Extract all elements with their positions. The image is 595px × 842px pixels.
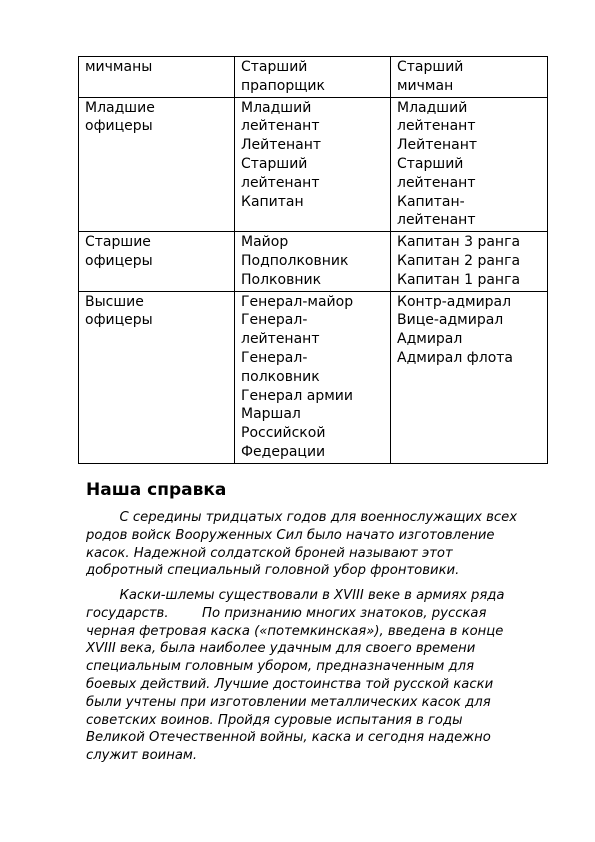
cell-line: Генерал армии xyxy=(241,387,354,404)
cell-line: Младший xyxy=(397,99,468,116)
rank-category-cell xyxy=(79,57,235,98)
cell-line: Старший xyxy=(397,59,464,75)
cell-line: лейтенант xyxy=(241,331,320,348)
paragraph-line: родов войск Вооруженных Сил было начато изготовление xyxy=(86,527,495,543)
army-rank-cell xyxy=(235,97,391,232)
navy-rank-cell xyxy=(391,291,548,463)
paragraph-line: советских воинов. Пройдя суровые испытания в годы xyxy=(86,712,463,728)
navy-rank-cell xyxy=(391,97,548,232)
rank-category-cell xyxy=(79,232,235,291)
cell-line: лейтенант xyxy=(241,118,320,135)
cell-line: Российской xyxy=(241,425,326,442)
cell-line: Адмирал xyxy=(397,331,463,348)
cell-line: Подполковник xyxy=(241,252,349,269)
navy-rank-cell xyxy=(391,57,548,98)
cell-line: Капитан xyxy=(241,193,304,210)
paragraph-line: специальным головным убором, предназначенным для xyxy=(86,659,475,675)
cell-line: Капитан 2 ранга xyxy=(397,252,521,269)
cell-line: офицеры xyxy=(85,312,153,329)
cell-line: Капитан- xyxy=(397,193,465,210)
paragraph-line: государств. По признанию многих знатоков, русская xyxy=(86,605,487,621)
paragraph-line: XVIII века, была наиболее удачным для своего времени xyxy=(86,641,476,657)
cell-line: полковник xyxy=(241,368,320,385)
cell-line: Высшие xyxy=(85,293,144,310)
cell-line: Лейтенант xyxy=(241,137,322,154)
cell-line: лейтенант xyxy=(397,174,476,191)
reference-paragraph xyxy=(86,509,556,580)
cell-line: Федерации xyxy=(241,443,326,460)
cell-line: лейтенант xyxy=(241,174,320,191)
table-row xyxy=(79,57,548,98)
paragraph-line: добротный специальный головной убор фронтовики. xyxy=(86,563,460,579)
cell-line: Старший xyxy=(241,155,308,172)
paragraph-line: Великой Отечественной войны, каска и сегодня надежно xyxy=(86,730,491,746)
cell-line: Генерал-майор xyxy=(241,293,354,310)
cell-line: лейтенант xyxy=(397,212,476,229)
ranks-table-body xyxy=(79,57,548,464)
cell-line: Адмирал флота xyxy=(397,349,513,366)
paragraph-line: касок. Надежной солдатской броней называют этот xyxy=(86,545,453,561)
cell-line: Капитан 1 ранга xyxy=(397,271,521,288)
paragraph-line: боевых действий. Лучшие достоинства той русской каски xyxy=(86,676,494,692)
table-row xyxy=(79,97,548,232)
army-rank-cell xyxy=(235,291,391,463)
cell-line: Вице-адмирал xyxy=(397,312,504,329)
cell-line: Контр-адмирал xyxy=(397,293,512,310)
paragraph-line: были учтены при изготовлении металлических касок для xyxy=(86,694,491,710)
rank-category-cell xyxy=(79,291,235,463)
army-rank-cell xyxy=(235,232,391,291)
cell-line: лейтенант xyxy=(397,118,476,135)
cell-line: Полковник xyxy=(241,271,322,288)
cell-line: Старший xyxy=(397,155,464,172)
cell-line: Маршал xyxy=(241,406,301,423)
section-title: Наша справка xyxy=(86,480,227,500)
rank-category-cell xyxy=(79,97,235,232)
army-rank-cell xyxy=(235,57,391,98)
table-row xyxy=(79,232,548,291)
reference-paragraph xyxy=(86,587,556,765)
paragraph-line: С середины тридцатых годов для военнослужащих всех xyxy=(86,510,518,525)
cell-line: мичманы xyxy=(85,59,153,75)
cell-line: Младшие xyxy=(85,99,155,116)
cell-line: офицеры xyxy=(85,252,153,269)
navy-rank-cell xyxy=(391,232,548,291)
paragraph-line: служит воинам. xyxy=(86,748,198,764)
cell-line: Старший xyxy=(241,59,308,75)
cell-line: Младший xyxy=(241,99,312,116)
paragraph-line: черная фетровая каска («потемкинская»), введена в конце xyxy=(86,623,504,639)
cell-line: офицеры xyxy=(85,118,153,135)
paragraph-line: Каски-шлемы существовали в XVIII веке в армиях ряда xyxy=(86,588,505,603)
cell-line: Капитан 3 ранга xyxy=(397,234,521,251)
ranks-table xyxy=(78,56,548,464)
table-row xyxy=(79,291,548,463)
cell-line: мичман xyxy=(397,77,454,94)
cell-line: Майор xyxy=(241,234,289,251)
cell-line: Старшие xyxy=(85,234,151,251)
cell-line: Генерал- xyxy=(241,312,308,329)
cell-line: Лейтенант xyxy=(397,137,478,154)
cell-line: Генерал- xyxy=(241,349,308,366)
cell-line: прапорщик xyxy=(241,77,325,94)
